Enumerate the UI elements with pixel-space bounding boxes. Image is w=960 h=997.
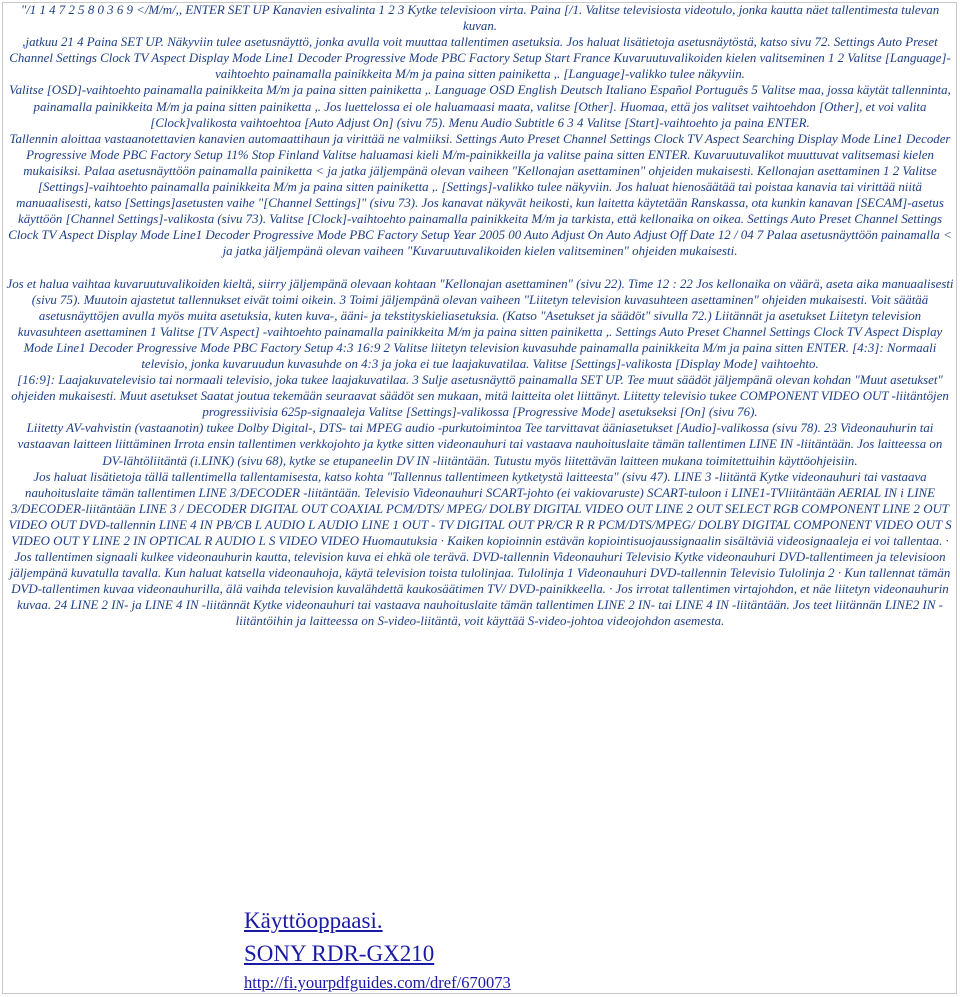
paragraph-4: Tallennin aloittaa vastaanotettavien kanavien automaattihaun ja virittää ne valmiiksi. Settings Auto Preset Channel Settings Clock TV Aspect Searching Display Mode Line1 Decoder Progressive Mode PBC Factory Setup 11% Stop Finland Valitse haluamasi kieli M/m-painikkeilla ja valitse paina sitten ENTER. Kuvaruutuvalikot muuttuvat valitsemasi kielen mukaisiksi. Palaa asetusnäyttöön painamalla painiketta < ja jatka jäljempänä olevan vaiheen "Kellonajan asettaminen" ohjeiden mukaisesti. Kellonajan asettaminen 1 2 Valitse [Settings]-vaihtoehto painamalla painikkeita M/m ja paina sitten painiketta ,. [Settings]-valikko tulee näkyviin. Jos haluat hienosäätää tai poistaa kanavia tai virittää niitä manuaalisesti, katso [Settings]asetusten vaihe "[Channel Settings]" (sivu 73). Jos kanavat näkyvät heikosti, kun laitetta käytetään Ranskassa, ota kunkin kanavan [SECAM]-asetus käyttöön [Channel Settings]-valikosta (sivu 73). Valitse [Clock]-vaihtoehto painamalla painikkeita M/m ja tarkista, että kellonaika on oikea. Settings Auto Preset Channel Settings Clock TV Aspect Display Mode Line1 Decoder Progressive Mode PBC Factory Setup Year 2005 00 Auto Adjust On Auto Adjust Off Date 12 / 04 7 Palaa asetusnäyttöön painamalla < ja jatka jäljempänä olevan vaiheen "Kuvaruutuvalikoiden kielen valitseminen" ohjeiden mukaisesti. (8, 131, 952, 259)
paragraph-6: [16:9]: Laajakuvatelevisio tai normaali televisio, joka tukee laajakuvatilaa. 3 Sulje asetusnäyttö painamalla SET UP. Tee muut säädöt jäljempänä olevan kohdan "Muut asetukset" ohjeiden mukaisesti. Muut asetukset Saatat joutua tekemään seuraavat säädöt sen mukaan, mitä laitteita olet liittänyt. Liitetty televisio tukee COMPONENT VIDEO OUT -liitäntöjen progressiivisia 625p-signaaleja Valitse [Settings]-valikossa [Progressive Mode] asetukseksi [On] (sivu 76). (11, 373, 949, 420)
paragraph-1: "/1 1 4 7 2 5 8 0 3 6 9 </M/m/,, ENTER SET UP Kanavien esivalinta 1 2 3 Kytke televisioon virta. Paina [/1. Valitse televisiosta videotulo, jonka kautta näet tallentimesta tulevan kuvan. (20, 3, 940, 34)
paragraph-3: Valitse [OSD]-vaihtoehto painamalla painikkeita M/m ja paina sitten painiketta ,. Language OSD English Deutsch Italiano Español Português 5 Valitse maa, jossa käytät tallenninta, painamalla painikkeita M/m ja paina sitten painiketta ,. Jos luettelossa ei ole haluamaasi maata, valitse [Other]. Huomaa, että jos valitset vaihtoehdon [Other], et voi valita [Clock]valikosta vaihtoehtoa [Auto Adjust On] (sivu 75). Menu Audio Subtitle 6 3 4 Valitse [Start]-vaihtoehto ja paina ENTER. (9, 83, 951, 130)
paragraph-8: Jos haluat lisätietoja tällä tallentimella tallentamisesta, katso kohta "Tallennus tallentimeen kytketystä laitteesta" (sivu 47). LINE 3 -liitäntä Kytke videonauhuri tai vastaava nauhoituslaite tämän tallentimen LINE 3/DECODER -liitäntään. Televisio Videonauhuri SCART-johto (ei vakiovaruste) SCART-tuloon i LINE1-TVliitäntään AERIAL IN i LINE 3/DECODER-liitäntään LINE 3 / DECODER DIGITAL OUT COAXIAL PCM/DTS/ MPEG/ DOLBY DIGITAL VIDEO OUT LINE 2 OUT SELECT RGB COMPONENT LINE 2 OUT VIDEO OUT DVD-tallennin LINE 4 IN PB/CB L AUDIO L AUDIO LINE 1 OUT - TV DIGITAL OUT PR/CR R R PCM/DTS/MPEG/ DOLBY DIGITAL COMPONENT VIDEO OUT S VIDEO OUT Y LINE 2 IN OPTICAL R AUDIO L S VIDEO VIDEO Huomautuksia · Kaiken kopioinnin estävän kopiointisuojaussignaalin sisältäviä videosignaaleja ei voi tallentaa. · Jos tallentimen signaali kulkee videonauhurin kautta, television kuva ei ehkä ole terävä. DVD-tallennin Videonauhuri Televisio Kytke videonauhuri DVD-tallentimeen ja televisioon jäljempänä kuvatulla tavalla. Kun haluat katsella videonauhoja, käytä television toista tulolinjaa. Tulolinja 1 Videonauhuri DVD-tallennin Televisio Tulolinja 2 · Kun tallennat tämän DVD-tallentimen kuvaa videonauhurilla, älä vaihda television kuvalähdettä kaukosäätimen TV/ DVD-painikkeella. · Jos irrotat tallentimen virtajohdon, et näe liitetyn videonauhurin kuvaa. 24 LINE 2 IN- ja LINE 4 IN -liitännät Kytke videonauhuri tai vastaava nauhoituslaite tämän tallentimen LINE 2 IN- tai LINE 4 IN -liitäntään. Jos teet liitännän LINE2 IN -liitäntöihin ja laitteessa on S-video-liitäntä, voit käyttää S-video-johtoa videojohdon asemesta. (8, 469, 952, 629)
manual-link[interactable]: Käyttöoppaasi. (244, 908, 383, 933)
paragraph-5: Jos et halua vaihtaa kuvaruutuvalikoiden kieltä, siirry jäljempänä olevaan kohtaan "Kellonajan asettaminen" (sivu 22). Time 12 : 22 Jos kellonaika on väärä, aseta aika manuaalisesti (sivu 75). Muutoin ajastetut tallennukset eivät toimi oikein. 3 Toimi jäljempänä olevan vaiheen "Liitetyn television kuvasuhteen asettaminen" ohjeiden mukaisesti. Voit säätää asetusnäyttöjen avulla myös muita asetuksia, kuten kuva-, ääni- ja tekstityskieliasetuksia. (Katso "Asetukset ja säädöt" sivulla 72.) Liitännät ja asetukset Liitetyn television kuvasuhteen asettaminen 1 Valitse [TV Aspect] -vaihtoehto painamalla painikkeita M/m ja paina sitten painiketta ,. Settings Auto Preset Channel Settings Clock TV Aspect Display Mode Line1 Decoder Progressive Mode PBC Factory Setup 4:3 16:9 2 Valitse liitetyn television kuvasuhde painamalla painikkeita M/m ja paina sitten ENTER. [4:3]: Normaali televisio, jonka kuvaruudun kuvasuhde on 4:3 ja joka ei tue laajakuvatilaa. Valitse [Settings]-valikosta [Display Mode] vaihtoehto. (6, 276, 954, 371)
product-link[interactable]: SONY RDR-GX210 (244, 941, 435, 966)
footer-links (244, 904, 511, 994)
paragraph-2: ,jatkuu 21 4 Paina SET UP. Näkyviin tulee asetusnäyttö, jonka avulla voit muuttaa tallentimen asetuksia. Jos haluat lisätietoja asetusnäytöstä, katso sivu 72. Settings Auto Preset Channel Settings Clock TV Aspect Display Mode Line1 Decoder Progressive Mode PBC Factory Setup Start France Kuvaruutuvalikoiden kielen valitseminen 1 2 Valitse [Language]-vaihtoehto painamalla painikkeita M/m ja paina sitten painiketta ,. [Language]-valikko tulee näkyviin. (9, 35, 951, 82)
url-link[interactable]: http://fi.yourpdfguides.com/dref/670073 (244, 973, 511, 992)
document-body (6, 2, 954, 630)
paragraph-7: Liitetty AV-vahvistin (vastaanotin) tukee Dolby Digital-, DTS- tai MPEG audio -purkutoimintoa Tee tarvittavat ääniasetukset [Audio]-valikossa (sivu 78). 23 Videonauhurin tai vastaavan laitteen liittäminen Irrota ensin tallentimen verkkojohto ja kytke sitten videonauhuri tai vastaava nauhoituslaite tämän tallentimen LINE IN -liitäntään. Jos laitteessa on DV-lähtöliitäntä (i.LINK) (sivu 68), kytke se etupaneelin DV IN -liitäntään. Tutustu myös liitettävän laitteen mukana toimitettuihin käyttöohjeisiin. (17, 421, 943, 468)
